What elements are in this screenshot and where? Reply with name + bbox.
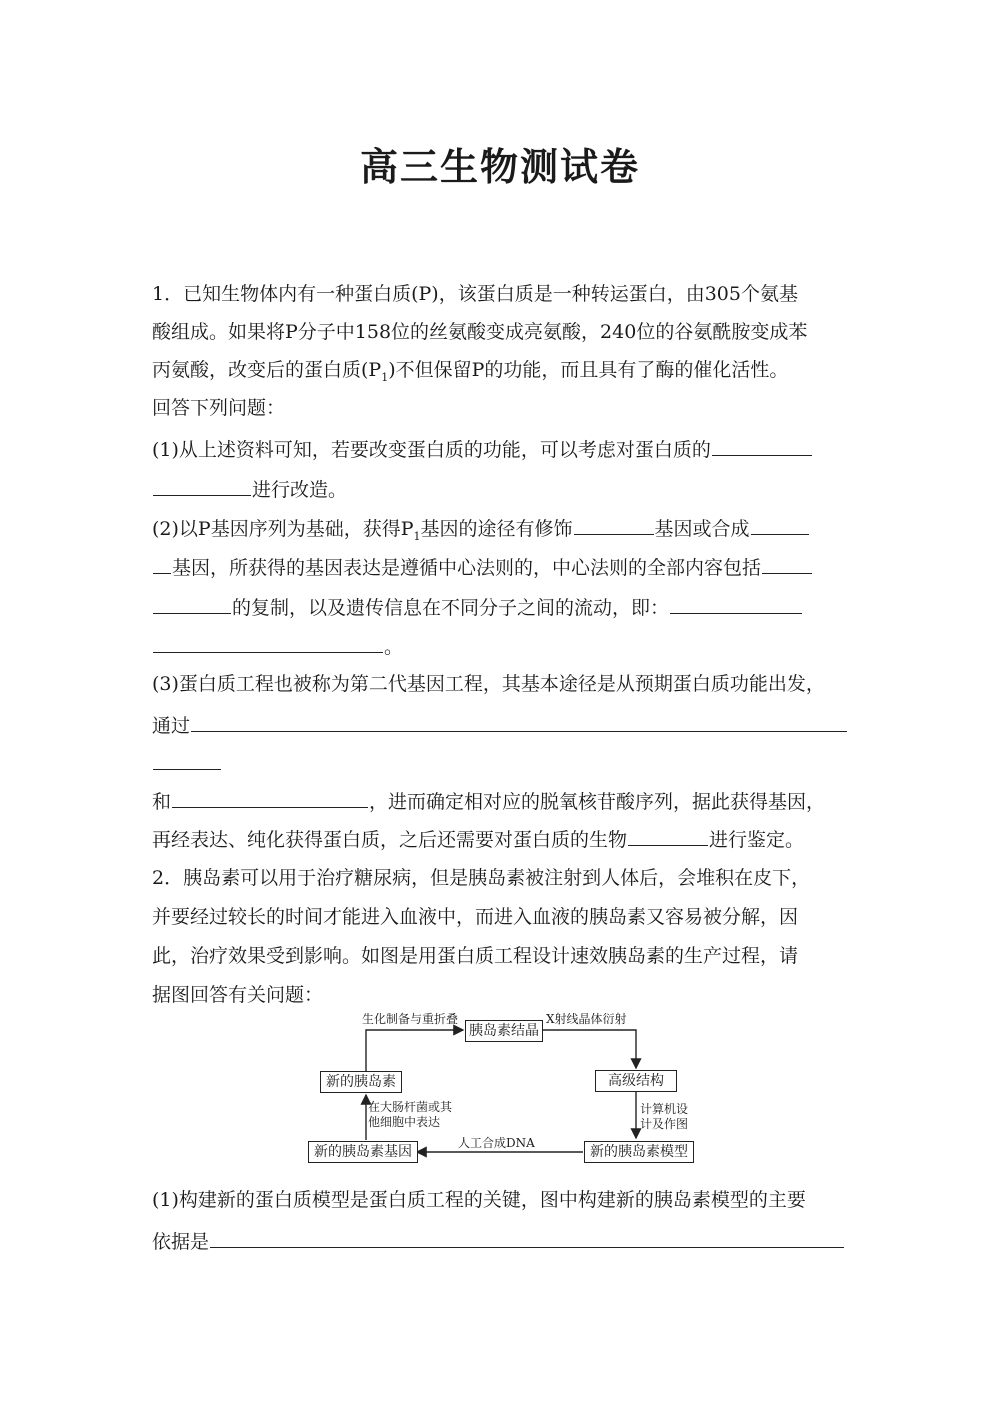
answer-blank[interactable] [712, 436, 812, 456]
label-expression-2: 他细胞中表达 [368, 1115, 441, 1129]
answer-blank[interactable] [153, 476, 251, 496]
answer-blank[interactable] [574, 515, 654, 535]
answer-blank[interactable] [153, 594, 231, 614]
arrow-crystal-to-structure [542, 1030, 636, 1068]
answer-blank[interactable] [628, 826, 708, 846]
answer-blank[interactable] [172, 788, 368, 808]
page-title: 高三生物测试卷 [359, 145, 640, 189]
label-xray-diffraction: X射线晶体衍射 [546, 1012, 627, 1026]
q2-line-3: 此，治疗效果受到影响。如图是用蛋白质工程设计速效胰岛素的生产过程，请 [152, 945, 799, 967]
q1-sub2-line-1: (2)以P基因序列为基础，获得$P_1$基因的途径有修饰 基因或合成 [152, 515, 810, 549]
box-new-insulin: 新的胰岛素 [320, 1071, 402, 1093]
answer-blank[interactable] [153, 554, 171, 574]
answer-blank[interactable] [670, 594, 802, 614]
q1-sub1-line-2: 进行改造。 [152, 476, 347, 502]
q1-sub3-line-1: (3)蛋白质工程也被称为第二代基因工程，其基本途径是从预期蛋白质功能出发， [152, 673, 825, 695]
answer-blank[interactable] [751, 515, 809, 535]
label-computer-design-1: 计算机设 [640, 1102, 689, 1116]
q2-sub1-line-2: 依据是 [152, 1228, 845, 1254]
q1-sub3-line-3 [152, 750, 222, 776]
q1-line-3: 丙氨酸，改变后的蛋白质$(P_1)$不但保留P的功能，而且具有了酶的催化活性。 [152, 359, 789, 384]
q1-sub2-line-3: 的复制，以及遗传信息在不同分子之间的流动，即： [152, 594, 803, 620]
q1-sub3-line-4: 和 ，进而确定相对应的脱氧核苷酸序列，据此获得基因， [152, 788, 825, 814]
answer-blank[interactable] [762, 554, 812, 574]
answer-blank[interactable] [191, 712, 847, 732]
label-preparation-refolding: 生化制备与重折叠 [362, 1012, 459, 1026]
box-new-insulin-model: 新的胰岛素模型 [584, 1141, 694, 1163]
q2-line-2: 并要经过较长的时间才能进入血液中，而进入血液的胰岛素又容易被分解，因 [152, 906, 799, 928]
insulin-production-diagram [300, 1010, 720, 1170]
label-artificial-dna: 人工合成DNA [458, 1136, 535, 1150]
q1-sub2-line-4: 。 [152, 633, 403, 659]
q1-sub2-line-2: 基因，所获得的基因表达是遵循中心法则的，中心法则的全部内容包括 [152, 554, 813, 580]
arrow-insulin-to-crystal [366, 1030, 463, 1071]
label-computer-design-2: 计及作图 [640, 1117, 689, 1131]
answer-blank[interactable] [153, 750, 221, 770]
box-insulin-crystal: 胰岛素结晶 [465, 1020, 543, 1042]
q2-sub1-line-1: (1)构建新的蛋白质模型是蛋白质工程的关键，图中构建新的胰岛素模型的主要 [152, 1189, 806, 1211]
q1-sub3-line-5: 再经表达、纯化获得蛋白质，之后还需要对蛋白质的生物 进行鉴定。 [152, 826, 804, 852]
answer-blank[interactable] [210, 1228, 844, 1248]
q1-sub3-line-2: 通过 [152, 712, 848, 738]
label-expression-1: 在大肠杆菌或其 [368, 1100, 453, 1114]
q1-line-4: 回答下列问题： [152, 397, 286, 419]
q1-line-1: 1．已知生物体内有一种蛋白质(P)，该蛋白质是一种转运蛋白，由305个氨基 [152, 283, 798, 305]
box-higher-structure: 高级结构 [595, 1070, 677, 1092]
q1-line-2: 酸组成。如果将P分子中158位的丝氨酸变成亮氨酸，240位的谷氨酰胺变成苯 [152, 321, 808, 343]
q2-line-4: 据图回答有关问题： [152, 984, 324, 1006]
q2-line-1: 2．胰岛素可以用于治疗糖尿病，但是胰岛素被注射到人体后，会堆积在皮下， [152, 867, 811, 889]
answer-blank[interactable] [153, 633, 383, 653]
q1-sub1-line-1: (1)从上述资料可知，若要改变蛋白质的功能，可以考虑对蛋白质的 [152, 436, 813, 462]
box-new-insulin-gene: 新的胰岛素基因 [308, 1141, 418, 1163]
